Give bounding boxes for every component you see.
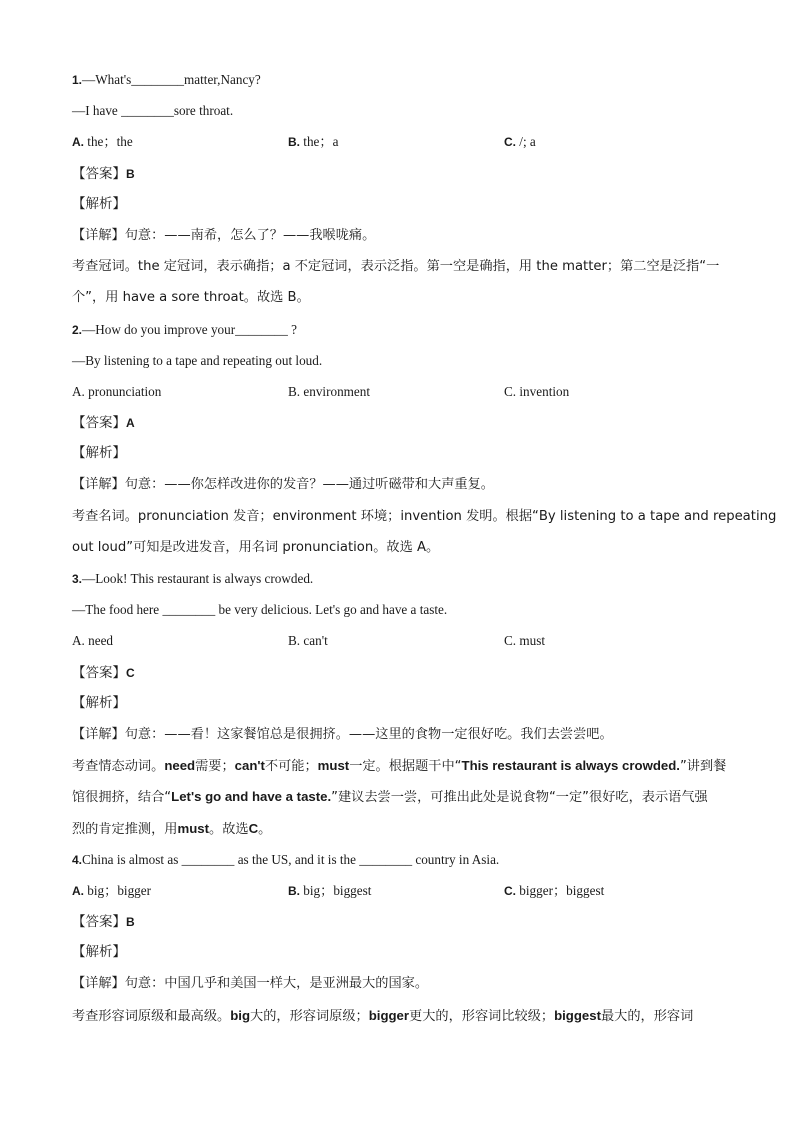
- keyword: must: [177, 820, 210, 836]
- question-number: 1.: [72, 73, 83, 87]
- question-stem: [72, 314, 732, 345]
- analysis-tag: 【解析】: [72, 445, 126, 462]
- explanation-line: 考查冠词。the 定冠词，表示确指；a 不定冠词，表示泛指。第一空是确指，用 the matter；第二空是泛指“一: [72, 259, 720, 275]
- question-number: 2.: [72, 322, 83, 337]
- answer-value: C: [126, 665, 135, 680]
- question-text: —By listening to a tape and repeating out loud.: [72, 352, 323, 368]
- detail-tag: 【详解】: [72, 477, 125, 493]
- answer-value: A: [126, 416, 135, 431]
- question-stem: [72, 64, 732, 95]
- answer-tag: 【答案】: [72, 664, 126, 681]
- detail-text: 句意：——你怎样改进你的发音？——通过听磁带和大声重复。: [124, 477, 494, 493]
- detail-tag: 【详解】: [72, 976, 125, 992]
- document-page: [72, 64, 777, 1031]
- quoted-text: Let's go and have a taste.: [171, 789, 332, 805]
- keyword: need: [164, 758, 196, 774]
- option-c: C. invention: [504, 383, 570, 399]
- detail-tag: 【详解】: [72, 227, 125, 243]
- option-a: A. big；bigger: [72, 882, 152, 898]
- explanation-line: 个”，用 have a sore throat。故选 B。: [72, 290, 310, 306]
- answer-tag: 【答案】: [72, 914, 126, 931]
- options-row: [72, 376, 732, 407]
- explanation-line: 烈的肯定推测，用must。故选C。: [72, 820, 272, 837]
- options-row: [72, 126, 732, 157]
- answer-line: [72, 906, 732, 937]
- keyword: bigger: [368, 1007, 410, 1023]
- quoted-text: This restaurant is always crowded.: [461, 758, 680, 774]
- answer-value: B: [126, 166, 135, 181]
- detail-line: [72, 220, 732, 251]
- option-b: B. environment: [288, 383, 371, 399]
- question-text: China is almost as ________ as the US, and it is the ________ country in Asia.: [82, 851, 500, 867]
- answer-line: [72, 158, 732, 189]
- detail-text: 句意：中国几乎和美国一样大，是亚洲最大的国家。: [124, 976, 429, 992]
- answer-line: [72, 407, 732, 438]
- detail-line: [72, 968, 732, 999]
- answer-line: [72, 657, 732, 688]
- question-number: 3.: [72, 572, 83, 586]
- option-c: C. /; a: [504, 134, 536, 150]
- detail-tag: 【详解】: [72, 726, 125, 742]
- explanation-line: 考查形容词原级和最高级。big大的，形容词原级；bigger更大的，形容词比较级；biggest最大的，形容词: [72, 1007, 694, 1024]
- option-b: B. big；biggest: [288, 882, 372, 898]
- option-c: C. bigger；biggest: [504, 882, 605, 898]
- detail-line: [72, 469, 732, 500]
- option-b: B. can't: [288, 633, 328, 649]
- question-number: 4.: [72, 852, 83, 867]
- keyword: C: [248, 820, 259, 836]
- option-b: B. the；a: [288, 134, 339, 150]
- question-text: —The food here ________ be very delicious. Let's go and have a taste.: [72, 602, 448, 618]
- answer-value: B: [126, 915, 135, 930]
- answer-tag: 【答案】: [72, 415, 126, 432]
- option-a: A. the；the: [72, 134, 133, 150]
- keyword: big: [230, 1007, 251, 1023]
- keyword: must: [317, 758, 350, 774]
- options-row: [72, 875, 732, 906]
- question-text: —Look! This restaurant is always crowded.: [82, 571, 314, 586]
- analysis-tag: 【解析】: [72, 694, 126, 711]
- answer-tag: 【答案】: [72, 165, 126, 182]
- explanation-line: 考查名词。pronunciation 发音；environment 环境；invention 发明。根据“By listening to a tape and repeating: [72, 508, 777, 524]
- explanation-line: 馆很拥挤，结合“Let's go and have a taste.”建议去尝一尝，可推出此处是说食物“一定”很好吃，表示语气强: [72, 789, 708, 806]
- explanation-line: out loud”可知是改进发音，用名词 pronunciation。故选 A。: [72, 539, 440, 555]
- detail-line: [72, 719, 732, 750]
- question-text: —What's________matter,Nancy?: [82, 72, 261, 87]
- option-c: C. must: [504, 633, 546, 649]
- question-text: —How do you improve your________ ?: [82, 321, 298, 337]
- options-row: [72, 625, 732, 656]
- option-a: A. need: [72, 633, 114, 649]
- keyword: biggest: [554, 1007, 601, 1023]
- analysis-tag: 【解析】: [72, 944, 126, 961]
- explanation-line: 考查情态动词。need需要；can't不可能；must一定。根据题干中“This restaurant is always crowded.”讲到餐: [72, 758, 727, 775]
- question-stem: [72, 563, 732, 594]
- analysis-tag: 【解析】: [72, 195, 126, 212]
- option-a: A. pronunciation: [72, 383, 162, 399]
- detail-text: 句意：——看！这家餐馆总是很拥挤。——这里的食物一定很好吃。我们去尝尝吧。: [124, 726, 613, 742]
- keyword: can't: [234, 758, 265, 774]
- question-text: —I have ________sore throat.: [72, 103, 234, 119]
- detail-text: 句意：——南希，怎么了？——我喉咙痛。: [124, 227, 376, 243]
- question-stem: [72, 844, 732, 875]
